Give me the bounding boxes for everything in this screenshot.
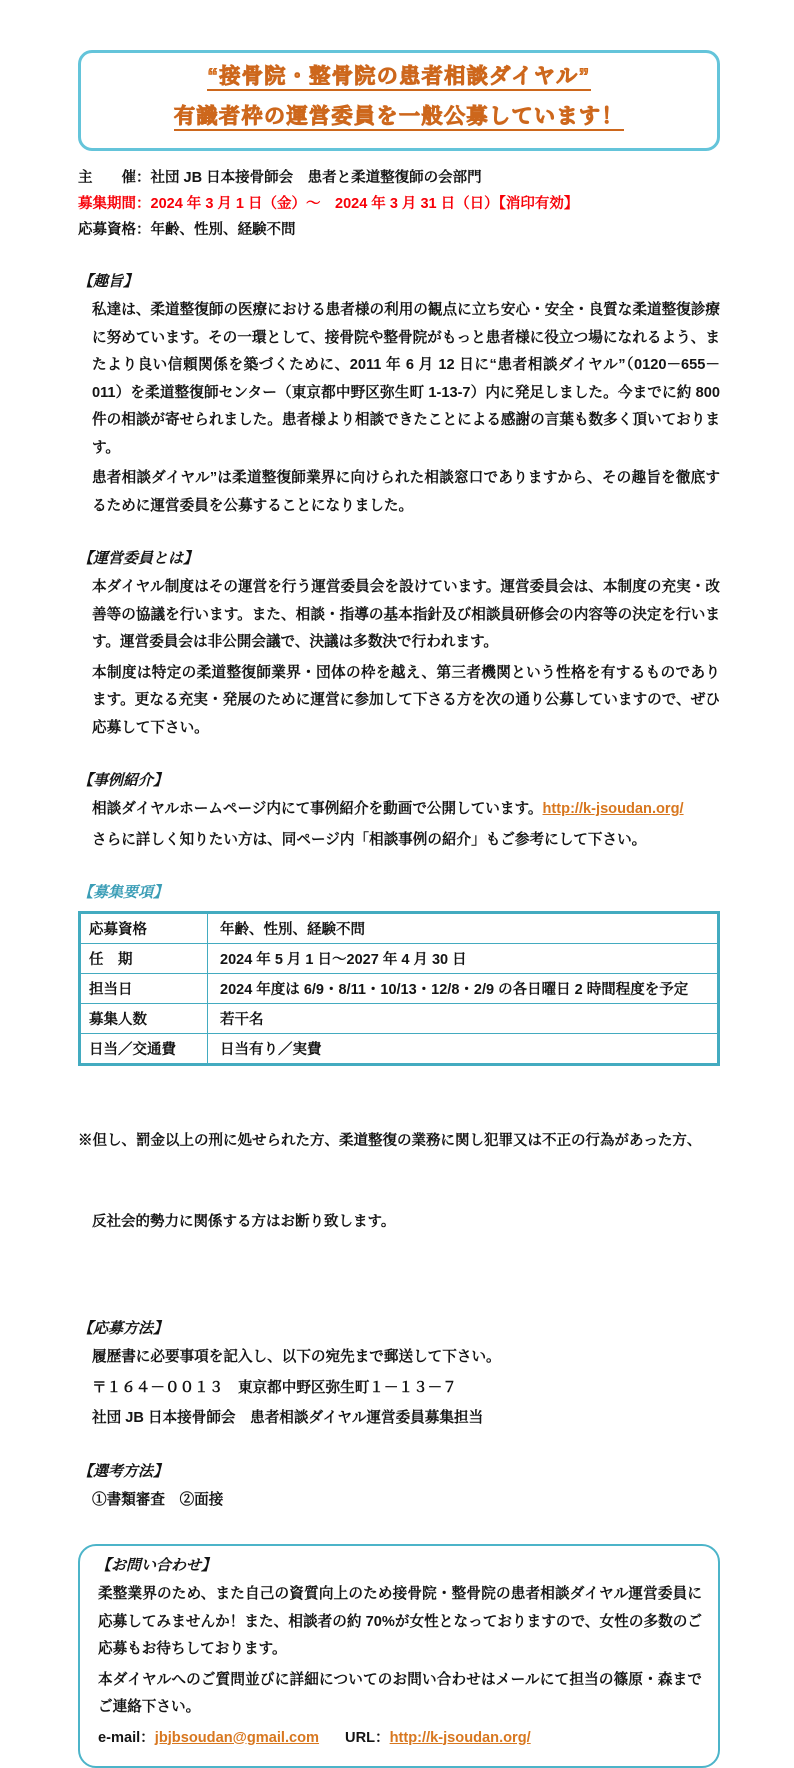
application-line-1: 履歴書に必要事項を記入し、以下の宛先まで郵送して下さい。 (92, 1349, 501, 1365)
row-value: 日当有り／実費 (208, 1034, 719, 1065)
section-purpose (78, 270, 725, 520)
homepage-link[interactable]: http://k-jsoudan.org/ (542, 801, 684, 817)
case-intro-line-1 (92, 796, 720, 824)
case-intro-line-2: さらに詳しく知りたい方は、同ページ内「相談事例の紹介」もご参考にして下さい。 (92, 831, 647, 848)
row-value: 2024 年度は 6/9・8/11・10/13・12/8・2/9 の各日曜日 2 時間程度を予定 (208, 974, 719, 1004)
note-line-1: ※但し、罰金以上の刑に処せられた方、柔道整復の業務に関し犯罪又は不正の行為があった方、 (78, 1133, 702, 1149)
title-line-2: 有識者枠の運営委員を一般公募しています！ (174, 106, 624, 131)
purpose-p1-pre: 私達は、柔道整復師の医療における患者様の利用の観点に立ち安心・安全・良質な柔道整復診療に努めています。その一環として、接骨院や整骨院がもっと患者様に役立つ場になれるよう、またより良い信頼関係を築づくために、2011 年 6 月 12 日に (92, 302, 720, 373)
row-value: 若干名 (208, 1004, 719, 1034)
selection-line: ①書類審査 ②面接 (92, 1491, 224, 1508)
note-line-2: 反社会的勢力に関係する方はお断り致します。 (92, 1214, 396, 1230)
row-label: 担当日 (80, 974, 208, 1004)
section-case-intro (78, 769, 720, 854)
contact-paragraph-2: 本ダイヤルへのご質問並びに詳細についてのお問い合わせはメールにて担当の篠原・森までご連絡下さい。 (98, 1671, 702, 1715)
row-label: 募集人数 (80, 1004, 208, 1034)
purpose-heading: 【趣旨】 (78, 273, 139, 290)
contact-paragraph-1: 柔整業界のため、また自己の資質向上のため接骨院・整骨院の患者相談ダイヤル運営委員に応募してみませんか！また、相談者の約 70%が女性となっておりますので、女性の多数のご応募もお待ちしております。 (98, 1586, 702, 1657)
table-row (80, 1004, 719, 1034)
requirements-note (78, 1074, 720, 1290)
requirements-table (78, 911, 720, 1066)
committee-heading: 【運営委員とは】 (78, 550, 199, 567)
meta-block (78, 165, 720, 243)
purpose-p1-post: を柔道整復師センター（東京都中野区弥生町 1-13-7）内に発足しました。今までに約 800 件の相談が寄せられました。患者様より相談できたことによる感謝の言葉も数多く頂いております。 (92, 384, 725, 456)
row-value: 年齢、性別、経験不問 (208, 913, 719, 944)
purpose-paragraph-2: 患者相談ダイヤル”は柔道整復師業界に向けられた相談窓口でありますから、その趣旨を徹底するために運営委員を公募することになりました。 (92, 470, 720, 514)
selection-heading: 【選考方法】 (78, 1462, 169, 1480)
section-selection (78, 1460, 720, 1515)
purpose-paragraph-1 (92, 297, 725, 462)
section-requirements (78, 881, 720, 1290)
row-value: 2024 年 5 月 1 日～2027 年 4 月 30 日 (208, 944, 719, 974)
organizer-line: 主 催：社団 JB 日本接骨師会 患者と柔道整復師の会部門 (78, 170, 482, 186)
table-row (80, 944, 719, 974)
committee-paragraph-2: 本制度は特定の柔道整復師業界・団体の枠を越え、第三者機関という性格を有するものであります。更なる充実・発展のために運営に参加して下さる方を次の通り公募していますので、ぜひ応募して下さい。 (92, 664, 720, 736)
purpose-p1-dial-bold: “患者相談ダイヤル”（0120－655－011） (92, 357, 720, 401)
email-link[interactable]: jbjbsoudan@gmail.com (154, 1729, 320, 1746)
row-label: 応募資格 (80, 913, 208, 944)
contact-links-line (98, 1725, 702, 1753)
url-link[interactable]: http://k-jsoudan.org/ (389, 1729, 531, 1746)
table-row (80, 1034, 719, 1065)
section-application (78, 1317, 720, 1433)
row-label: 日当／交通費 (80, 1034, 208, 1065)
section-committee (78, 547, 720, 742)
case-intro-line1-text: 相談ダイヤルホームページ内にて事例紹介を動画で公開しています。 (92, 801, 543, 817)
case-intro-heading: 【事例紹介】 (78, 772, 169, 789)
table-row (80, 974, 719, 1004)
table-row (80, 913, 719, 944)
contact-heading: 【お問い合わせ】 (96, 1557, 217, 1574)
url-label: URL： (345, 1729, 390, 1746)
requirements-heading: 【募集要項】 (78, 884, 169, 901)
application-recipient-line: 社団 JB 日本接骨師会 患者相談ダイヤル運営委員募集担当 (92, 1410, 484, 1426)
title-box (78, 50, 720, 151)
application-heading: 【応募方法】 (78, 1320, 169, 1337)
title-line-1: “接骨院・整骨院の患者相談ダイヤル” (207, 66, 590, 91)
recruitment-period-line: 募集期間：2024 年 3 月 1 日（金）～ 2024 年 3 月 31 日（日）【消印有効】 (78, 196, 579, 212)
email-label: e-mail： (98, 1729, 155, 1746)
contact-box (78, 1544, 720, 1768)
committee-paragraph-1: 本ダイヤル制度はその運営を行う運営委員会を設けています。運営委員会は、本制度の充実・改善等の協議を行います。また、相談・指導の基本指針及び相談員研修会の内容等の決定を行います。運営委員会は非公開会議で、決議は多数決で行われます。 (92, 579, 720, 650)
row-label: 任 期 (80, 944, 208, 974)
qualification-line: 応募資格：年齢、性別、経験不問 (78, 222, 296, 238)
application-address-line: 〒１６４－００１３ 東京都中野区弥生町１－１３－７ (92, 1379, 457, 1396)
